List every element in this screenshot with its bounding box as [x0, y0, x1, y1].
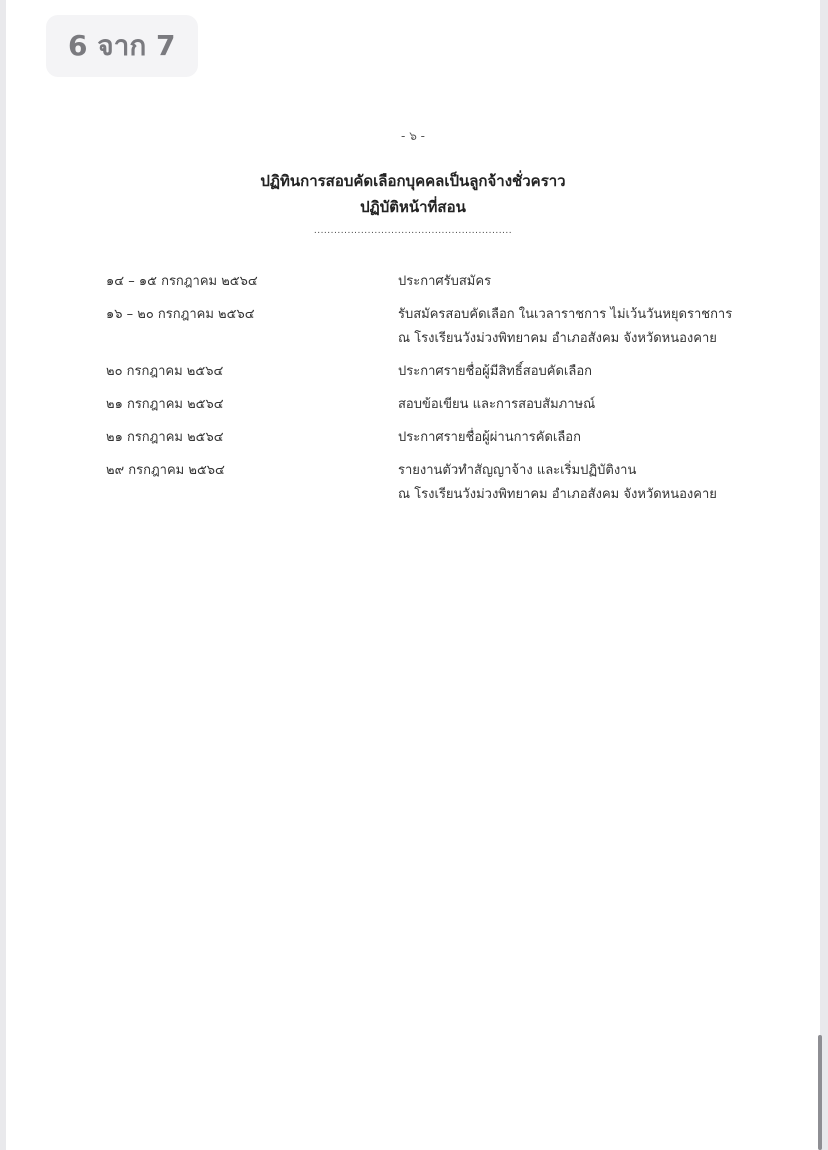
title-line-2: ปฏิบัติหน้าที่สอน — [360, 198, 466, 216]
event-line: สอบข้อเขียน และการสอบสัมภาษณ์ — [398, 397, 596, 412]
schedule-date: ๒๙ กรกฎาคม ๒๕๖๔ — [106, 463, 225, 478]
schedule-row — [102, 270, 782, 294]
page-indicator: 6 จาก 7 — [46, 15, 198, 77]
scroll-track[interactable] — [820, 0, 828, 1150]
schedule-event — [398, 270, 782, 294]
document-title — [6, 168, 820, 220]
schedule-row — [102, 303, 782, 351]
schedule-date: ๒๑ กรกฎาคม ๒๕๖๔ — [106, 430, 224, 445]
schedule-row — [102, 360, 782, 384]
title-separator: ........................................................... — [313, 226, 513, 236]
event-line: ณ โรงเรียนวังม่วงพิทยาคม อำเภอสังคม จังหวัดหนองคาย — [398, 331, 717, 346]
schedule-row — [102, 393, 782, 417]
schedule-row — [102, 426, 782, 450]
event-line: ประกาศรับสมัคร — [398, 274, 492, 289]
schedule-event — [398, 303, 782, 351]
schedule-event — [398, 360, 782, 384]
schedule-event — [398, 459, 782, 507]
schedule-event — [398, 426, 782, 450]
event-line: รับสมัครสอบคัดเลือก ในเวลาราชการ ไม่เว้นวันหยุดราชการ — [398, 307, 733, 322]
scrollbar-thumb[interactable] — [818, 1035, 822, 1150]
event-line: ประกาศรายชื่อผู้ผ่านการคัดเลือก — [398, 430, 581, 445]
page-number: - ๖ - — [401, 129, 425, 143]
title-line-1: ปฏิทินการสอบคัดเลือกบุคคลเป็นลูกจ้างชั่วคราว — [260, 172, 566, 190]
schedule-event — [398, 393, 782, 417]
event-line: ณ โรงเรียนวังม่วงพิทยาคม อำเภอสังคม จังหวัดหนองคาย — [398, 487, 717, 502]
schedule-row — [102, 459, 782, 507]
event-line: ประกาศรายชื่อผู้มีสิทธิ์สอบคัดเลือก — [398, 364, 593, 379]
schedule-date: ๒๑ กรกฎาคม ๒๕๖๔ — [106, 397, 224, 412]
event-line: รายงานตัวทำสัญญาจ้าง และเริ่มปฏิบัติงาน — [398, 463, 637, 478]
schedule-date: ๑๖ – ๒๐ กรกฎาคม ๒๕๖๔ — [106, 307, 255, 322]
document-page — [6, 0, 820, 1150]
schedule-date: ๑๔ – ๑๕ กรกฎาคม ๒๕๖๔ — [106, 274, 258, 289]
schedule-table — [102, 270, 782, 507]
schedule-date: ๒๐ กรกฎาคม ๒๕๖๔ — [106, 364, 224, 379]
